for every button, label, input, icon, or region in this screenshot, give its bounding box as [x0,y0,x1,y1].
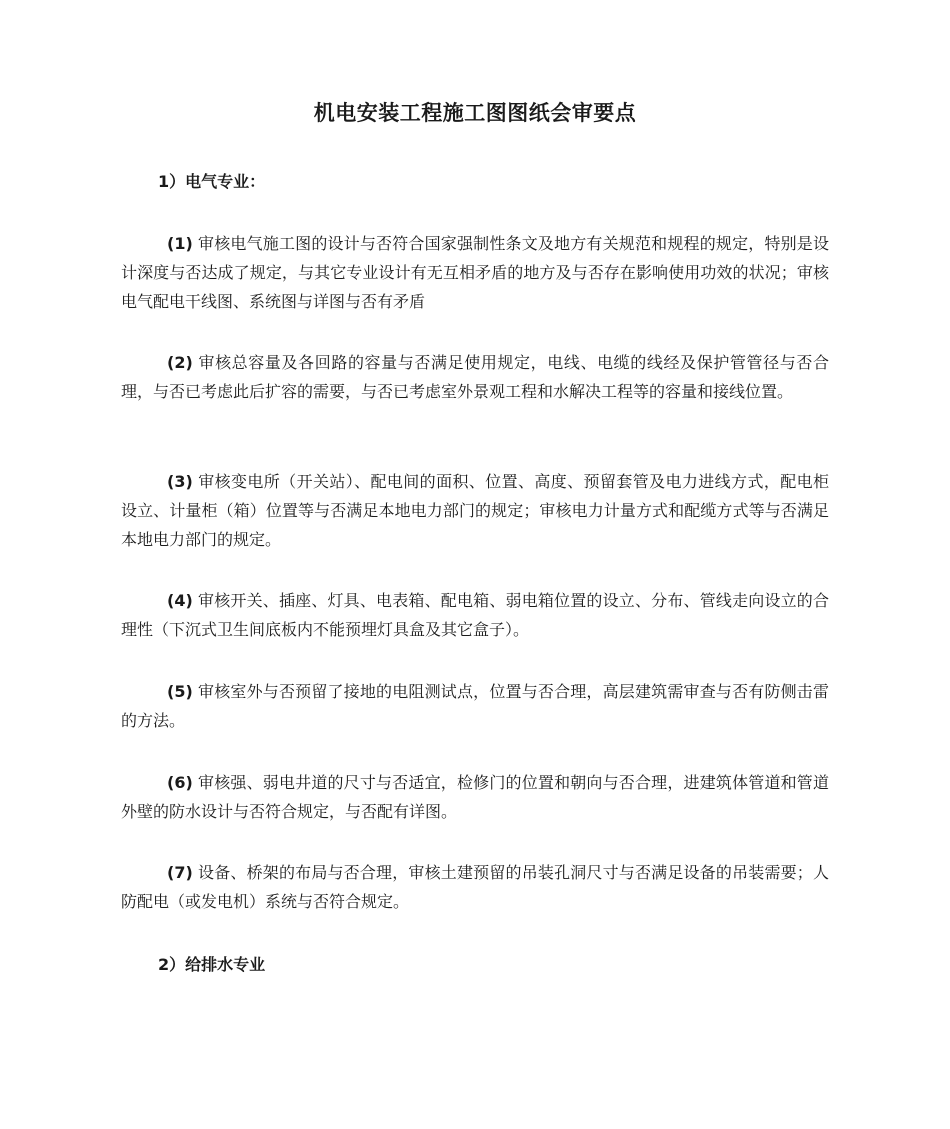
paragraph-item-3 [121,467,829,554]
item-text: 审核电气施工图的设计与否符合国家强制性条文及地方有关规范和规程的规定，特别是设计深度与否达成了规定，与其它专业设计有无互相矛盾的地方及与否存在影响使用功效的状况；审核电气配电干线图、系统图与详图与否有矛盾 [121,234,829,311]
item-text: 审核强、弱电井道的尺寸与否适宜，检修门的位置和朝向与否合理，进建筑体管道和管道外壁的防水设计与否符合规定，与否配有详图。 [121,773,829,821]
item-text: 审核室外与否预留了接地的电阻测试点，位置与否合理，高层建筑需审查与否有防侧击雷的方法。 [121,682,829,730]
item-number: (1) [167,234,193,253]
paragraph-item-2 [121,348,829,406]
item-text: 审核变电所（开关站）、配电间的面积、位置、高度、预留套管及电力进线方式，配电柜设立、计量柜（箱）位置等与否满足本地电力部门的规定；审核电力计量方式和配缆方式等与否满足本地电力部门的规定。 [121,472,829,549]
paragraph-item-6 [121,768,829,826]
item-number: (4) [167,591,193,610]
paragraph-item-5 [121,677,829,735]
paragraph-item-4 [121,586,829,644]
document-title: 机电安装工程施工图图纸会审要点 [313,101,637,125]
item-number: (5) [167,682,193,701]
item-number: (3) [167,472,193,491]
paragraph-item-1 [121,229,829,316]
item-number: (6) [167,773,193,792]
item-number: (7) [167,863,193,882]
item-text: 审核总容量及各回路的容量与否满足使用规定，电线、电缆的线经及保护管管径与否合理，与否已考虑此后扩容的需要，与否已考虑室外景观工程和水解决工程等的容量和接线位置。 [121,353,829,401]
item-text: 审核开关、插座、灯具、电表箱、配电箱、弱电箱位置的设立、分布、管线走向设立的合理性（下沉式卫生间底板内不能预埋灯具盒及其它盒子）。 [121,591,829,639]
section-heading-plumbing: 2）给排水专业 [158,955,266,974]
section-heading-electrical: 1）电气专业： [158,172,266,191]
paragraph-item-7 [121,858,829,916]
item-number: (2) [167,353,193,372]
item-text: 设备、桥架的布局与否合理，审核土建预留的吊装孔洞尺寸与否满足设备的吊装需要；人防配电（或发电机）系统与否符合规定。 [121,863,829,911]
